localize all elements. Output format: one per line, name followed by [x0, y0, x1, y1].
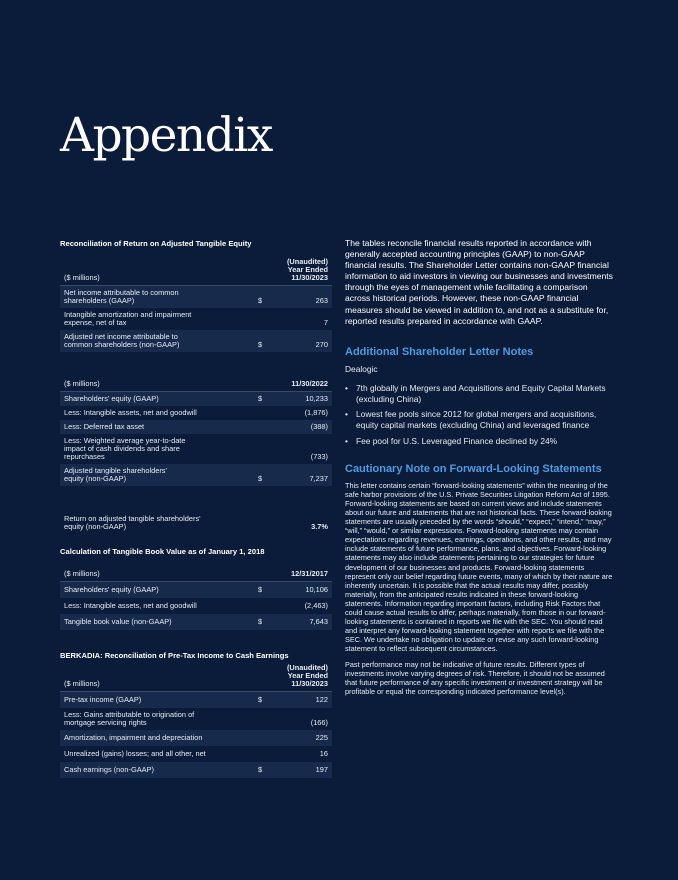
right-column	[345, 238, 615, 696]
unit-label: ($ millions)	[64, 679, 100, 688]
list-item: • Lowest fee pools since 2012 for global mergers and acquisitions, equity capital markets (excluding China) and leveraged finance	[345, 409, 615, 431]
list-item: • 7th globally in Mergers and Acquisitions and Equity Capital Markets (excluding China)	[345, 383, 615, 405]
list-item: • Fee pool for U.S. Leveraged Finance declined by 24%	[345, 436, 615, 447]
table-title: Calculation of Tangible Book Value as of January 1, 2018	[60, 547, 265, 556]
unit-label: ($ millions)	[64, 379, 100, 388]
table-row: Pre-tax income (GAAP) $ 122	[60, 692, 332, 708]
table-row: Amortization, impairment and depreciation 225	[60, 730, 332, 746]
past-performance-paragraph: Past performance may not be indicative of future results. Different types of investments involve varying degrees of risk. Therefore, it should not be assumed that future performance of any specific investment or investment strategy will be profitable or equal the corresponding indicated performance level(s).	[345, 659, 605, 696]
notes-list	[345, 383, 615, 447]
table-row: Shareholders' equity (GAAP) $ 10,233	[60, 392, 332, 406]
cautionary-heading: Cautionary Note on Forward-Looking Statements	[345, 462, 602, 475]
table-row: Tangible book value (non-GAAP) $ 7,643	[60, 614, 332, 630]
left-column	[60, 240, 332, 778]
page-title: Appendix	[60, 108, 272, 163]
return-row: Return on adjusted tangible shareholders' equity (non-GAAP) 3.7%	[64, 514, 328, 531]
table-row: Less: Gains attributable to origination of mortgage servicing rights (166)	[64, 710, 328, 727]
table-row: Intangible amortization and impairment expense, net of tax 7	[64, 310, 328, 327]
table-title: BERKADIA: Reconciliation of Pre-Tax Income to Cash Earnings	[60, 651, 289, 660]
rote-table	[60, 240, 332, 352]
table-header	[60, 258, 332, 286]
table-row: Unrealized (gains) losses; and all other, net 16	[64, 749, 328, 758]
table-row: Adjusted net income attributable to common shareholders (non-GAAP) $ 270	[60, 330, 332, 352]
table-title: Reconciliation of Return on Adjusted Tangible Equity	[60, 239, 252, 248]
table-header	[60, 380, 332, 392]
table-row: Cash earnings (non-GAAP) $ 197	[60, 762, 332, 778]
table-row: Less: Intangible assets, net and goodwill (2,463)	[64, 601, 328, 610]
notes-subheading: Dealogic	[345, 363, 378, 374]
cautionary-paragraph: This letter contains certain “forward-looking statements” within the meaning of the safe harbor provisions of the U.S. Private Securities Litigation Reform Act of 1995. Forward-looking statements are based on current views and include statements about our future and statements that are not historical facts. These forward-looking statements are usually preceded by the words “should,” “expect,” “intend,” “may,” “will,” “would,” or similar expressions. Forward-looking statements may contain expectations regarding revenues, earnings, operations, and other results, and may include statements of future performance, plans, and objectives. Forward-looking statements may also include statements pertaining to our strategies for future development of our businesses and products. Forward-looking statements represent only our belief regarding future events, many of which by their nature are inherently uncertain. It is possible that the actual results may differ, possibly materially, from the anticipated results indicated in these forward-looking statements. Information regarding important factors, including Risk Factors that could cause actual results to differ, perhaps materially, from those in our forward-looking statements is contained in reports we file with the SEC. You should read and interpret any forward-looking statement together with reports we file with the SEC. We undertake no obligation to update or revise any such forward-looking statement to reflect subsequent circumstances.	[345, 480, 613, 654]
unit-label: ($ millions)	[64, 273, 100, 282]
equity-table	[60, 380, 332, 534]
column-header: (Unaudited) Year Ended 11/30/2023	[286, 257, 328, 282]
table-row: Adjusted tangible shareholders' equity (non-GAAP) $ 7,237	[60, 464, 332, 486]
table-row: Less: Intangible assets, net and goodwill (1,876)	[64, 408, 328, 417]
table-header	[60, 664, 332, 692]
berkadia-table	[60, 652, 332, 778]
column-header: 12/31/2017	[291, 569, 328, 578]
column-header: (Unaudited) Year Ended 11/30/2023	[286, 663, 328, 688]
table-header	[60, 570, 332, 582]
table-row: Net income attributable to common shareholders (GAAP) $ 263	[60, 286, 332, 308]
column-header: 11/30/2022	[291, 379, 328, 388]
unit-label: ($ millions)	[64, 569, 100, 578]
table-row: Shareholders' equity (GAAP) $ 10,106	[60, 582, 332, 598]
intro-paragraph: The tables reconcile financial results reported in accordance with generally accepted accounting principles (GAAP) to non-GAAP financial results. The Shareholder Letter contains non-GAAP financial information to aid investors in viewing our businesses and investments through the eyes of management while facilitating a comparison across historical periods. However, these non-GAAP financial measures should be viewed in addition to, and not as a substitute for, reported results prepared in accordance with GAAP.	[345, 238, 613, 326]
tangible-book-value-table	[60, 548, 332, 630]
notes-heading: Additional Shareholder Letter Notes	[345, 345, 534, 358]
table-row: Less: Weighted average year-to-date impact of cash dividends and share repurchases (733)	[64, 436, 328, 461]
table-row: Less: Deferred tax asset (388)	[60, 420, 332, 434]
